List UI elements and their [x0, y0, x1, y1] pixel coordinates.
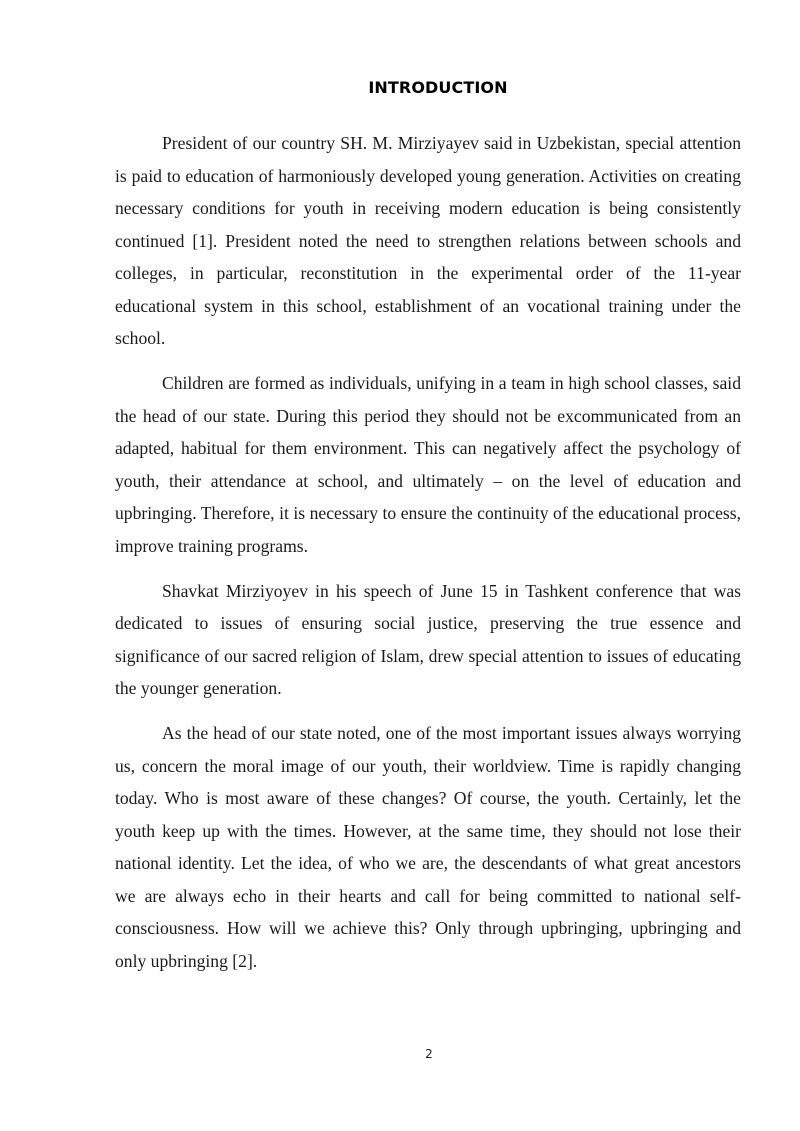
paragraph-1: President of our country SH. M. Mirziyayev said in Uzbekistan, special attention is paid to education of harmoniously developed young generation. Activities on creating necessary conditions for youth in receiving modern education is being consistently continued [1]. President noted the need to strengthen relations between schools and colleges, in particular, reconstitution in the experimental order of the 11-year educational system in this school, establishment of an vocational training under the school.: [115, 133, 741, 348]
paragraph-4: As the head of our state noted, one of the most important issues always worrying us, concern the moral image of our youth, their worldview. Time is rapidly changing today. Who is most aware of these changes? Of course, the youth. Certainly, let the youth keep up with the times. However, at the same time, they should not lose their national identity. Let the idea, of who we are, the descendants of what great ancestors we are always echo in their hearts and call for being committed to national self-consciousness. How will we achieve this? Only through upbringing, upbringing and only upbringing [2].: [115, 723, 741, 971]
body-text: [115, 127, 741, 977]
paragraph-2: Children are formed as individuals, unifying in a team in high school classes, said the head of our state. During this period they should not be excommunicated from an adapted, habitual for them environment. This can negatively affect the psychology of youth, their attendance at school, and ultimately – on the level of education and upbringing. Therefore, it is necessary to ensure the continuity of the educational process, improve training programs.: [115, 373, 741, 556]
page-number: 2: [425, 1047, 433, 1061]
section-heading: INTRODUCTION: [368, 78, 508, 97]
paragraph-3: Shavkat Mirziyoyev in his speech of June 15 in Tashkent conference that was dedicated to issues of ensuring social justice, preserving the true essence and significance of our sacred religion of Islam, drew special attention to issues of educating the younger generation.: [115, 580, 741, 698]
